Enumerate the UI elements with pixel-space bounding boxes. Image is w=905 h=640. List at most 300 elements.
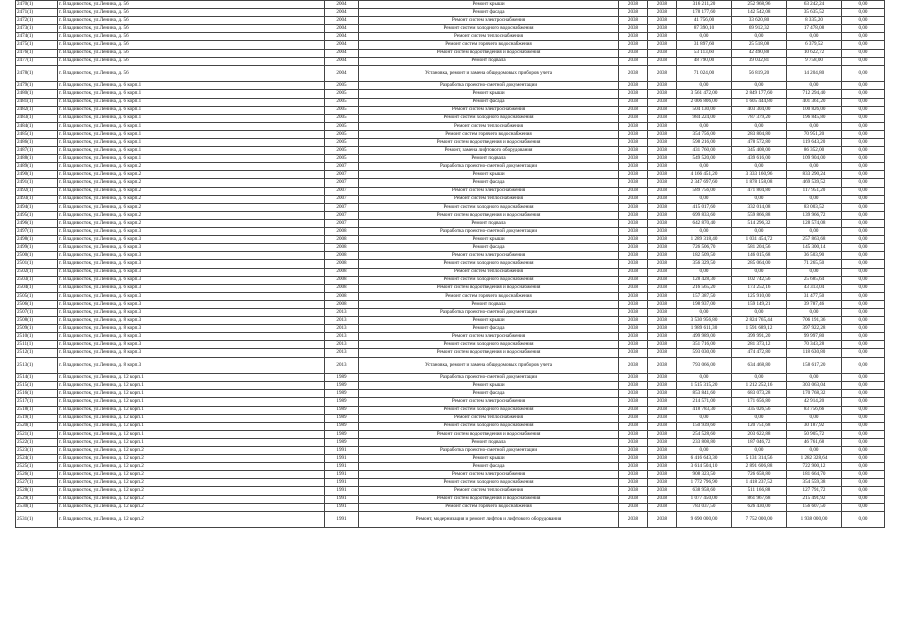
row-number-cell: 2508(1) (16, 317, 58, 325)
fund-amount-cell: 511 166,88 (732, 487, 787, 495)
work-type-cell: Ремонт систем теплоснабжения (359, 195, 619, 203)
fund-amount-cell: 0,00 (732, 414, 787, 422)
work-type-cell: Ремонт систем теплоснабжения (359, 122, 619, 130)
table-row (16, 260, 885, 268)
owner-amount-cell: 139 966,72 (787, 211, 842, 219)
end-year-cell: 2038 (648, 300, 677, 308)
work-type-cell: Ремонт систем холодного водоснабжения (359, 25, 619, 33)
table-row (16, 106, 885, 114)
total-cost-cell: 356 329,50 (677, 260, 732, 268)
address-cell: г. Владивосток, ул.Ленина, д. 12 корп.2 (58, 503, 325, 511)
row-number-cell: 2509(1) (16, 325, 58, 333)
end-year-cell: 2038 (648, 1, 677, 9)
end-year-cell: 2038 (648, 325, 677, 333)
start-year-cell: 2038 (619, 33, 648, 41)
start-year-cell: 2038 (619, 219, 648, 227)
end-year-cell: 2038 (648, 260, 677, 268)
address-cell: г. Владивосток, ул.Ленина, д. 12 корп.1 (58, 430, 325, 438)
build-year-cell: 1989 (325, 438, 359, 446)
owner-amount-cell: 117 951,20 (787, 187, 842, 195)
address-cell: г. Владивосток, ул.Ленина, д. 6 корп.1 (58, 130, 325, 138)
build-year-cell: 2005 (325, 106, 359, 114)
row-number-cell: 2511(1) (16, 341, 58, 349)
table-row (16, 446, 885, 454)
start-year-cell: 2038 (619, 9, 648, 17)
total-cost-cell: 418 783,30 (677, 406, 732, 414)
start-year-cell: 2038 (619, 106, 648, 114)
total-cost-cell: 549 520,00 (677, 155, 732, 163)
other-amount-cell: 0,00 (842, 479, 885, 487)
address-cell: г. Владивосток, ул.Ленина, д. 8 корп.3 (58, 317, 325, 325)
table-row (16, 479, 885, 487)
owner-amount-cell: 0,00 (787, 308, 842, 316)
address-cell: г. Владивосток, ул.Ленина, д. 12 корп.2 (58, 495, 325, 503)
build-year-cell: 2008 (325, 300, 359, 308)
total-cost-cell: 642 870,40 (677, 219, 732, 227)
fund-amount-cell: 120 751,68 (732, 422, 787, 430)
fund-amount-cell: 626 430,00 (732, 503, 787, 511)
table-row (16, 228, 885, 236)
other-amount-cell: 0,00 (842, 260, 885, 268)
address-cell: г. Владивосток, ул.Ленина, д. 6 корп.2 (58, 171, 325, 179)
start-year-cell: 2038 (619, 308, 648, 316)
row-number-cell: 2514(1) (16, 374, 58, 382)
owner-amount-cell: 30 187,92 (787, 422, 842, 430)
build-year-cell: 1991 (325, 463, 359, 471)
total-cost-cell: 431 760,00 (677, 147, 732, 155)
address-cell: г. Владивосток, ул.Ленина, д. 6 корп.1 (58, 82, 325, 90)
other-amount-cell: 0,00 (842, 341, 885, 349)
row-number-cell: 2520(1) (16, 422, 58, 430)
total-cost-cell: 0,00 (677, 122, 732, 130)
capital-repair-table (15, 0, 885, 528)
start-year-cell: 2038 (619, 511, 648, 528)
total-cost-cell: 216 565,20 (677, 284, 732, 292)
build-year-cell: 2008 (325, 244, 359, 252)
fund-amount-cell: 0,00 (732, 82, 787, 90)
table-row (16, 65, 885, 82)
total-cost-cell: 415 017,60 (677, 203, 732, 211)
work-type-cell: Ремонт систем электроснабжения (359, 252, 619, 260)
end-year-cell: 2038 (648, 333, 677, 341)
fund-amount-cell: 173 252,16 (732, 284, 787, 292)
end-year-cell: 2038 (648, 25, 677, 33)
other-amount-cell: 0,00 (842, 49, 885, 57)
owner-amount-cell: 9 758,00 (787, 57, 842, 65)
work-type-cell: Разработка проектно-сметной документации (359, 82, 619, 90)
fund-amount-cell: 2 891 606,88 (732, 463, 787, 471)
table-row (16, 503, 885, 511)
end-year-cell: 2038 (648, 41, 677, 49)
build-year-cell: 2004 (325, 9, 359, 17)
other-amount-cell: 0,00 (842, 41, 885, 49)
end-year-cell: 2038 (648, 171, 677, 179)
address-cell: г. Владивосток, ул.Ленина, д. 12 корп.1 (58, 374, 325, 382)
owner-amount-cell: 31 477,50 (787, 292, 842, 300)
fund-amount-cell: 0,00 (732, 195, 787, 203)
start-year-cell: 2038 (619, 252, 648, 260)
end-year-cell: 2038 (648, 357, 677, 374)
address-cell: г. Владивосток, ул.Ленина, д. 12 корп.1 (58, 382, 325, 390)
owner-amount-cell: 469 539,52 (787, 179, 842, 187)
total-cost-cell: 6 416 643,30 (677, 455, 732, 463)
table-row (16, 122, 885, 130)
work-type-cell: Ремонт систем холодного водоснабжения (359, 203, 619, 211)
row-number-cell: 2500(1) (16, 252, 58, 260)
start-year-cell: 2038 (619, 25, 648, 33)
start-year-cell: 2038 (619, 487, 648, 495)
owner-amount-cell: 14 204,80 (787, 65, 842, 82)
end-year-cell: 2038 (648, 471, 677, 479)
start-year-cell: 2038 (619, 374, 648, 382)
owner-amount-cell: 215 491,92 (787, 495, 842, 503)
end-year-cell: 2038 (648, 463, 677, 471)
address-cell: г. Владивосток, ул.Ленина, д. 12 корп.2 (58, 463, 325, 471)
address-cell: г. Владивосток, ул.Ленина, д. 56 (58, 57, 325, 65)
address-cell: г. Владивосток, ул.Ленина, д. 8 корп.3 (58, 357, 325, 374)
total-cost-cell: 3 561 472,00 (677, 90, 732, 98)
owner-amount-cell: 6 379,52 (787, 41, 842, 49)
row-number-cell: 2512(1) (16, 349, 58, 357)
total-cost-cell: 908 323,50 (677, 471, 732, 479)
build-year-cell: 2005 (325, 155, 359, 163)
total-cost-cell: 726 506,70 (677, 244, 732, 252)
fund-amount-cell: 69 912,32 (732, 25, 787, 33)
work-type-cell: Ремонт систем горячего водоснабжения (359, 41, 619, 49)
fund-amount-cell: 514 296,32 (732, 219, 787, 227)
start-year-cell: 2038 (619, 244, 648, 252)
owner-amount-cell: 145 300,14 (787, 244, 842, 252)
table-row (16, 382, 885, 390)
total-cost-cell: 593 030,00 (677, 349, 732, 357)
owner-amount-cell: 119 643,20 (787, 139, 842, 147)
other-amount-cell: 0,00 (842, 139, 885, 147)
build-year-cell: 1989 (325, 398, 359, 406)
owner-amount-cell: 50 905,72 (787, 430, 842, 438)
address-cell: г. Владивосток, ул.Ленина, д. 6 корп.1 (58, 106, 325, 114)
row-number-cell: 2478(1) (16, 65, 58, 82)
other-amount-cell: 0,00 (842, 463, 885, 471)
row-number-cell: 2501(1) (16, 260, 58, 268)
work-type-cell: Разработка проектно-сметной документации (359, 163, 619, 171)
total-cost-cell: 793 066,00 (677, 357, 732, 374)
end-year-cell: 2038 (648, 179, 677, 187)
total-cost-cell: 198 937,00 (677, 300, 732, 308)
build-year-cell: 2008 (325, 236, 359, 244)
owner-amount-cell: 196 845,80 (787, 114, 842, 122)
address-cell: г. Владивосток, ул.Ленина, д. 8 корп.3 (58, 349, 325, 357)
other-amount-cell: 0,00 (842, 503, 885, 511)
address-cell: г. Владивосток, ул.Ленина, д. 8 корп.3 (58, 308, 325, 316)
end-year-cell: 2038 (648, 398, 677, 406)
other-amount-cell: 0,00 (842, 333, 885, 341)
fund-amount-cell: 252 968,96 (732, 1, 787, 9)
end-year-cell: 2038 (648, 406, 677, 414)
work-type-cell: Разработка проектно-сметной документации (359, 374, 619, 382)
fund-amount-cell: 5 131 314,56 (732, 455, 787, 463)
work-type-cell: Ремонт крыши (359, 171, 619, 179)
build-year-cell: 2004 (325, 57, 359, 65)
table-row (16, 455, 885, 463)
end-year-cell: 2038 (648, 82, 677, 90)
row-number-cell: 2518(1) (16, 406, 58, 414)
table-row (16, 276, 885, 284)
fund-amount-cell: 285 064,00 (732, 260, 787, 268)
end-year-cell: 2038 (648, 511, 677, 528)
table-row (16, 357, 885, 374)
total-cost-cell: 984 224,00 (677, 114, 732, 122)
fund-amount-cell: 345 408,00 (732, 147, 787, 155)
owner-amount-cell: 0,00 (787, 414, 842, 422)
fund-amount-cell: 0,00 (732, 33, 787, 41)
address-cell: г. Владивосток, ул.Ленина, д. 12 корп.2 (58, 511, 325, 528)
fund-amount-cell: 2 849 177,60 (732, 90, 787, 98)
total-cost-cell: 157 387,50 (677, 292, 732, 300)
other-amount-cell: 0,00 (842, 122, 885, 130)
total-cost-cell: 87 390,10 (677, 25, 732, 33)
row-number-cell: 2482(1) (16, 106, 58, 114)
address-cell: г. Владивосток, ул.Ленина, д. 12 корп.1 (58, 406, 325, 414)
work-type-cell: Разработка проектно-сметной документации (359, 446, 619, 454)
table-row (16, 292, 885, 300)
other-amount-cell: 0,00 (842, 236, 885, 244)
fund-amount-cell: 0,00 (732, 268, 787, 276)
table-row (16, 25, 885, 33)
end-year-cell: 2038 (648, 139, 677, 147)
end-year-cell: 2038 (648, 317, 677, 325)
total-cost-cell: 0,00 (677, 82, 732, 90)
table-row (16, 325, 885, 333)
address-cell: г. Владивосток, ул.Ленина, д. 6 корп.3 (58, 252, 325, 260)
end-year-cell: 2038 (648, 219, 677, 227)
address-cell: г. Владивосток, ул.Ленина, д. 8 корп.3 (58, 341, 325, 349)
work-type-cell: Ремонт крыши (359, 382, 619, 390)
other-amount-cell: 0,00 (842, 252, 885, 260)
build-year-cell: 2005 (325, 114, 359, 122)
start-year-cell: 2038 (619, 187, 648, 195)
table-row (16, 471, 885, 479)
build-year-cell: 2007 (325, 195, 359, 203)
work-type-cell: Ремонт систем водоотведения и водоснабжения (359, 49, 619, 57)
table-row (16, 438, 885, 446)
other-amount-cell: 0,00 (842, 171, 885, 179)
work-type-cell: Ремонт подвала (359, 219, 619, 227)
address-cell: г. Владивосток, ул.Ленина, д. 12 корп.1 (58, 414, 325, 422)
total-cost-cell: 354 756,00 (677, 130, 732, 138)
table-row (16, 398, 885, 406)
address-cell: г. Владивосток, ул.Ленина, д. 12 корп.2 (58, 487, 325, 495)
work-type-cell: Ремонт систем горячего водоснабжения (359, 292, 619, 300)
fund-amount-cell: 203 622,88 (732, 430, 787, 438)
end-year-cell: 2038 (648, 147, 677, 155)
fund-amount-cell: 0,00 (732, 163, 787, 171)
build-year-cell: 1991 (325, 487, 359, 495)
table-row (16, 114, 885, 122)
address-cell: г. Владивосток, ул.Ленина, д. 6 корп.3 (58, 228, 325, 236)
table-row (16, 90, 885, 98)
start-year-cell: 2038 (619, 325, 648, 333)
owner-amount-cell: 43 313,04 (787, 284, 842, 292)
row-number-cell: 2527(1) (16, 479, 58, 487)
total-cost-cell: 178 177,60 (677, 9, 732, 17)
work-type-cell: Ремонт систем электроснабжения (359, 398, 619, 406)
start-year-cell: 2038 (619, 163, 648, 171)
table-row (16, 139, 885, 147)
fund-amount-cell: 0,00 (732, 308, 787, 316)
build-year-cell: 2013 (325, 308, 359, 316)
owner-amount-cell: 36 503,90 (787, 252, 842, 260)
other-amount-cell: 0,00 (842, 155, 885, 163)
other-amount-cell: 0,00 (842, 268, 885, 276)
address-cell: г. Владивосток, ул.Ленина, д. 12 корп.2 (58, 446, 325, 454)
end-year-cell: 2038 (648, 382, 677, 390)
start-year-cell: 2038 (619, 122, 648, 130)
owner-amount-cell: 0,00 (787, 268, 842, 276)
row-number-cell: 2528(1) (16, 487, 58, 495)
fund-amount-cell: 559 866,88 (732, 211, 787, 219)
build-year-cell: 2005 (325, 82, 359, 90)
end-year-cell: 2038 (648, 455, 677, 463)
table-row (16, 33, 885, 41)
end-year-cell: 2038 (648, 195, 677, 203)
start-year-cell: 2038 (619, 463, 648, 471)
other-amount-cell: 0,00 (842, 147, 885, 155)
row-number-cell: 2476(1) (16, 49, 58, 57)
build-year-cell: 2013 (325, 333, 359, 341)
other-amount-cell: 0,00 (842, 25, 885, 33)
build-year-cell: 2007 (325, 179, 359, 187)
build-year-cell: 1991 (325, 446, 359, 454)
work-type-cell: Ремонт систем электроснабжения (359, 187, 619, 195)
total-cost-cell: 233 808,80 (677, 438, 732, 446)
other-amount-cell: 0,00 (842, 357, 885, 374)
owner-amount-cell: 0,00 (787, 82, 842, 90)
address-cell: г. Владивосток, ул.Ленина, д. 56 (58, 33, 325, 41)
other-amount-cell: 0,00 (842, 114, 885, 122)
other-amount-cell: 0,00 (842, 163, 885, 171)
work-type-cell: Ремонт систем водоотведения и водоснабжения (359, 139, 619, 147)
other-amount-cell: 0,00 (842, 487, 885, 495)
end-year-cell: 2038 (648, 308, 677, 316)
fund-amount-cell: 683 073,28 (732, 390, 787, 398)
table-body (16, 1, 885, 528)
other-amount-cell: 0,00 (842, 390, 885, 398)
start-year-cell: 2038 (619, 17, 648, 25)
build-year-cell: 2004 (325, 41, 359, 49)
end-year-cell: 2038 (648, 163, 677, 171)
work-type-cell: Ремонт фасада (359, 390, 619, 398)
end-year-cell: 2038 (648, 98, 677, 106)
address-cell: г. Владивосток, ул.Ленина, д. 6 корп.1 (58, 90, 325, 98)
work-type-cell: Разработка проектно-сметной документации (359, 228, 619, 236)
owner-amount-cell: 109 904,00 (787, 155, 842, 163)
row-number-cell: 2524(1) (16, 455, 58, 463)
start-year-cell: 2038 (619, 357, 648, 374)
build-year-cell: 1991 (325, 479, 359, 487)
end-year-cell: 2038 (648, 438, 677, 446)
owner-amount-cell: 118 630,80 (787, 349, 842, 357)
table-row (16, 244, 885, 252)
fund-amount-cell: 1 591 689,12 (732, 325, 787, 333)
table-row (16, 57, 885, 65)
fund-amount-cell: 1 031 454,72 (732, 236, 787, 244)
other-amount-cell: 0,00 (842, 130, 885, 138)
row-number-cell: 2507(1) (16, 308, 58, 316)
build-year-cell: 1989 (325, 430, 359, 438)
owner-amount-cell: 706 191,36 (787, 317, 842, 325)
end-year-cell: 2038 (648, 33, 677, 41)
row-number-cell: 2489(1) (16, 163, 58, 171)
start-year-cell: 2038 (619, 179, 648, 187)
start-year-cell: 2038 (619, 495, 648, 503)
start-year-cell: 2038 (619, 171, 648, 179)
table-row (16, 252, 885, 260)
build-year-cell: 2005 (325, 122, 359, 130)
fund-amount-cell: 171 656,80 (732, 398, 787, 406)
address-cell: г. Владивосток, ул.Ленина, д. 8 корп.3 (58, 333, 325, 341)
owner-amount-cell: 10 622,72 (787, 49, 842, 57)
address-cell: г. Владивосток, ул.Ленина, д. 12 корп.2 (58, 479, 325, 487)
start-year-cell: 2038 (619, 195, 648, 203)
fund-amount-cell: 332 014,08 (732, 203, 787, 211)
address-cell: г. Владивосток, ул.Ленина, д. 12 корп.1 (58, 390, 325, 398)
table-row (16, 300, 885, 308)
end-year-cell: 2038 (648, 414, 677, 422)
other-amount-cell: 0,00 (842, 349, 885, 357)
work-type-cell: Ремонт систем водоотведения и водоснабжения (359, 495, 619, 503)
address-cell: г. Владивосток, ул.Ленина, д. 6 корп.2 (58, 203, 325, 211)
other-amount-cell: 0,00 (842, 455, 885, 463)
start-year-cell: 2038 (619, 147, 648, 155)
work-type-cell: Ремонт систем электроснабжения (359, 471, 619, 479)
table-row (16, 179, 885, 187)
work-type-cell: Ремонт подвала (359, 300, 619, 308)
owner-amount-cell: 354 559,38 (787, 479, 842, 487)
owner-amount-cell: 99 997,80 (787, 333, 842, 341)
owner-amount-cell: 70 343,28 (787, 341, 842, 349)
owner-amount-cell: 127 791,72 (787, 487, 842, 495)
other-amount-cell: 0,00 (842, 179, 885, 187)
work-type-cell: Ремонт крыши (359, 236, 619, 244)
work-type-cell: Ремонт систем электроснабжения (359, 106, 619, 114)
fund-amount-cell: 142 542,08 (732, 9, 787, 17)
work-type-cell: Ремонт систем холодного водоснабжения (359, 406, 619, 414)
start-year-cell: 2038 (619, 300, 648, 308)
table-row (16, 195, 885, 203)
total-cost-cell: 0,00 (677, 308, 732, 316)
start-year-cell: 2038 (619, 236, 648, 244)
spreadsheet-page (15, 0, 884, 528)
table-row (16, 49, 885, 57)
total-cost-cell: 128 428,30 (677, 276, 732, 284)
fund-amount-cell: 1 212 252,16 (732, 382, 787, 390)
total-cost-cell: 0,00 (677, 195, 732, 203)
total-cost-cell: 1 772 796,90 (677, 479, 732, 487)
row-number-cell: 2477(1) (16, 57, 58, 65)
end-year-cell: 2038 (648, 276, 677, 284)
row-number-cell: 2525(1) (16, 463, 58, 471)
start-year-cell: 2038 (619, 114, 648, 122)
work-type-cell: Установка, ремонт и замена общедомовых приборов учета (359, 357, 619, 374)
owner-amount-cell: 158 617,20 (787, 357, 842, 374)
other-amount-cell: 0,00 (842, 65, 885, 82)
build-year-cell: 1989 (325, 374, 359, 382)
end-year-cell: 2038 (648, 236, 677, 244)
fund-amount-cell: 399 991,20 (732, 333, 787, 341)
other-amount-cell: 0,00 (842, 414, 885, 422)
row-number-cell: 2505(1) (16, 292, 58, 300)
end-year-cell: 2038 (648, 155, 677, 163)
